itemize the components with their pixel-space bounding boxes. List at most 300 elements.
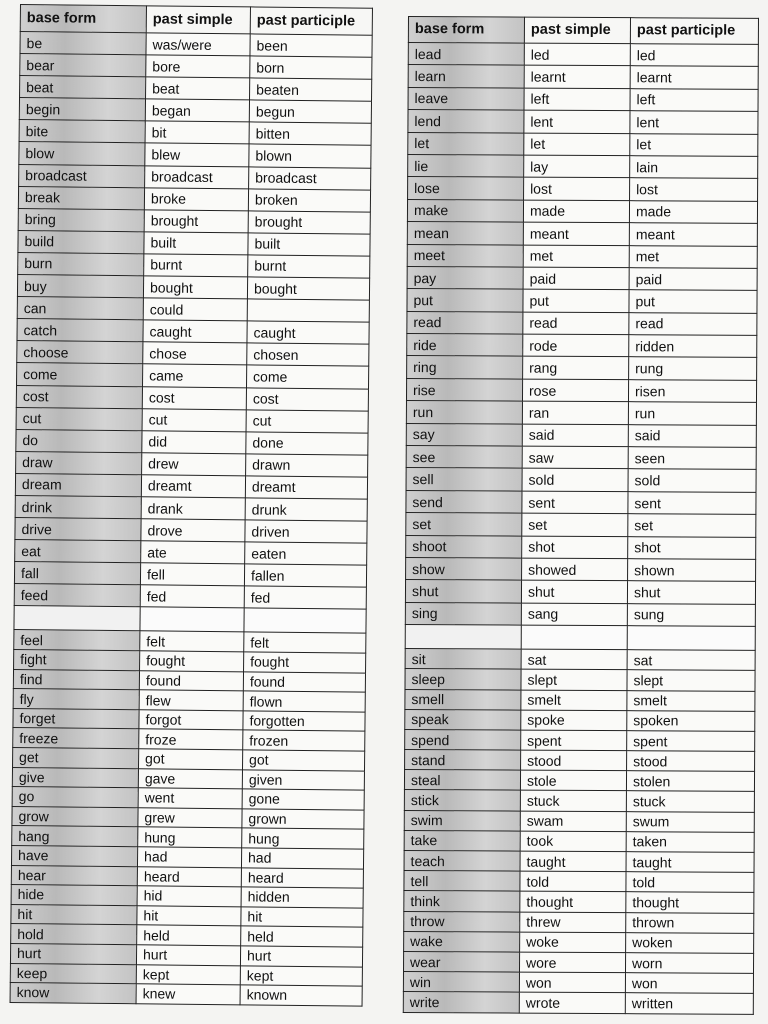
empty-cell — [14, 606, 140, 631]
base-form-cell: rise — [406, 378, 522, 401]
base-form-cell: freeze — [13, 728, 139, 749]
base-form-cell: say — [406, 423, 522, 446]
past-simple-cell: spoke — [521, 710, 627, 731]
base-form-cell: sing — [405, 602, 521, 625]
past-simple-cell: sent — [522, 491, 628, 514]
base-form-cell: get — [13, 747, 139, 768]
past-participle-cell: chosen — [247, 343, 369, 366]
verb-row — [406, 535, 756, 559]
empty-cell — [521, 625, 627, 650]
past-simple-cell: met — [523, 245, 629, 268]
verb-row — [405, 649, 755, 671]
past-participle-cell: sent — [628, 491, 756, 514]
verb-row — [408, 132, 758, 156]
past-simple-cell: found — [139, 670, 243, 691]
past-participle-cell: forgotten — [243, 711, 365, 732]
past-simple-cell: froze — [139, 729, 243, 750]
verb-row — [407, 244, 757, 268]
past-simple-cell: woke — [520, 932, 626, 953]
base-form-cell: have — [11, 845, 137, 866]
past-simple-cell: got — [139, 749, 243, 770]
past-simple-cell: sat — [521, 649, 627, 670]
past-simple-cell: broke — [144, 187, 248, 210]
base-form-cell: meet — [407, 244, 523, 267]
base-form-cell: eat — [15, 540, 141, 563]
past-participle-cell: hurt — [240, 946, 362, 967]
past-simple-cell: showed — [522, 558, 628, 581]
past-participle-cell: led — [630, 44, 758, 67]
past-participle-cell: ridden — [629, 335, 757, 358]
base-form-cell: send — [406, 490, 522, 513]
past-participle-cell: read — [629, 312, 757, 335]
past-simple-cell: lost — [524, 177, 630, 200]
base-form-cell: hear — [11, 865, 137, 886]
past-participle-cell: found — [243, 672, 365, 693]
separator-row — [405, 625, 755, 651]
base-form-cell: lend — [408, 110, 524, 133]
past-simple-cell: gave — [138, 768, 242, 789]
verb-table-left — [10, 4, 373, 1006]
past-simple-cell: rang — [523, 357, 629, 380]
base-form-cell: write — [403, 992, 519, 1013]
past-participle-cell: written — [625, 993, 753, 1014]
past-simple-cell: spent — [521, 730, 627, 751]
past-simple-cell: set — [522, 513, 628, 536]
base-form-cell: wear — [403, 951, 519, 972]
base-form-cell: read — [407, 311, 523, 334]
verb-row — [10, 983, 362, 1006]
past-participle-cell: taught — [626, 852, 754, 873]
past-simple-cell: had — [137, 847, 241, 868]
past-participle-cell: meant — [629, 223, 757, 246]
past-simple-cell: built — [144, 232, 248, 255]
past-simple-cell: bit — [145, 121, 249, 144]
base-form-cell: bring — [18, 208, 144, 231]
verb-row — [406, 468, 756, 492]
past-simple-cell: read — [523, 312, 629, 335]
past-simple-cell: knew — [136, 984, 240, 1005]
empty-cell — [244, 608, 366, 633]
past-participle-cell: broadcast — [249, 166, 371, 189]
past-participle-cell: bought — [247, 277, 369, 300]
past-simple-cell: hit — [137, 906, 241, 927]
base-form-cell: be — [20, 32, 146, 55]
past-participle-cell: made — [629, 200, 757, 223]
verb-row — [405, 602, 755, 626]
base-form-cell: drink — [15, 495, 141, 518]
past-simple-cell: meant — [523, 222, 629, 245]
past-participle-cell: flown — [243, 691, 365, 712]
base-form-cell: do — [16, 429, 142, 452]
verb-row — [408, 87, 758, 111]
base-form-cell: spend — [405, 729, 521, 750]
past-simple-cell: blew — [145, 143, 249, 166]
past-participle-cell: worn — [625, 953, 753, 974]
verb-row — [406, 401, 756, 425]
past-participle-cell: set — [628, 514, 756, 537]
past-participle-cell: thought — [626, 892, 754, 913]
past-participle-cell: learnt — [630, 66, 758, 89]
verb-row — [403, 972, 753, 994]
past-participle-cell: heard — [241, 867, 363, 888]
base-form-cell: can — [17, 297, 143, 320]
header-base-form: base form — [20, 5, 146, 33]
verb-row — [406, 490, 756, 514]
base-form-cell: hide — [11, 885, 137, 906]
base-form-cell: come — [17, 363, 143, 386]
past-participle-cell: left — [630, 88, 758, 111]
verb-row — [407, 222, 757, 246]
past-simple-cell: fought — [140, 651, 244, 672]
past-simple-cell: bore — [146, 55, 250, 78]
verb-row — [405, 729, 755, 751]
verb-row — [404, 871, 754, 893]
base-form-cell: feed — [14, 584, 140, 607]
verb-row — [406, 513, 756, 537]
verb-row — [407, 289, 757, 313]
past-simple-cell: went — [138, 788, 242, 809]
base-form-cell: cost — [16, 385, 142, 408]
past-simple-cell: fed — [140, 585, 244, 608]
past-participle-cell: swum — [626, 811, 754, 832]
past-simple-cell: made — [523, 200, 629, 223]
past-participle-cell: brought — [248, 211, 370, 234]
past-participle-cell: fed — [244, 586, 366, 609]
past-simple-cell: flew — [139, 690, 243, 711]
past-simple-cell: stole — [520, 770, 626, 791]
base-form-cell: hurt — [10, 943, 136, 964]
base-form-cell: leave — [408, 87, 524, 110]
past-simple-cell: felt — [140, 631, 244, 652]
verb-row — [404, 830, 754, 852]
past-simple-cell: drove — [141, 519, 245, 542]
past-participle-cell: stuck — [626, 791, 754, 812]
past-participle-cell: done — [246, 432, 368, 455]
base-form-cell: catch — [17, 319, 143, 342]
base-form-cell: lead — [408, 43, 524, 66]
header-past-participle: past participle — [250, 7, 372, 35]
base-form-cell: cut — [16, 407, 142, 430]
base-form-cell: make — [407, 199, 523, 222]
past-participle-cell: thrown — [626, 912, 754, 933]
past-simple-cell: saw — [522, 446, 628, 469]
past-participle-cell: sung — [627, 603, 755, 626]
past-simple-cell: slept — [521, 669, 627, 690]
past-simple-cell: brought — [144, 210, 248, 233]
past-simple-cell: hung — [138, 827, 242, 848]
past-participle-cell: hit — [241, 907, 363, 928]
past-participle-cell: stolen — [626, 771, 754, 792]
past-participle-cell: cut — [246, 409, 368, 432]
verb-row — [408, 177, 758, 201]
past-participle-cell: shot — [628, 536, 756, 559]
past-simple-cell: hurt — [136, 945, 240, 966]
past-simple-cell: came — [143, 364, 247, 387]
base-form-cell: dream — [15, 473, 141, 496]
past-participle-cell: slept — [627, 670, 755, 691]
past-participle-cell: lent — [630, 111, 758, 134]
table-header-row — [408, 17, 758, 45]
base-form-cell: find — [13, 669, 139, 690]
past-simple-cell: hid — [137, 886, 241, 907]
verb-row — [403, 951, 753, 973]
past-simple-cell: learnt — [524, 65, 630, 88]
past-participle-cell: won — [625, 973, 753, 994]
verb-table-right — [403, 16, 759, 1014]
verb-row — [408, 110, 758, 134]
past-simple-cell: fell — [140, 563, 244, 586]
base-form-cell: lose — [408, 177, 524, 200]
base-form-cell: grow — [12, 806, 138, 827]
past-participle-cell: shut — [627, 581, 755, 604]
base-form-cell: break — [18, 186, 144, 209]
verb-row — [408, 65, 758, 89]
past-simple-cell: shot — [522, 536, 628, 559]
past-participle-cell: beaten — [250, 78, 372, 101]
verb-row — [406, 557, 756, 581]
past-participle-cell: broken — [248, 189, 370, 212]
past-simple-cell: stood — [521, 750, 627, 771]
past-simple-cell: ran — [522, 401, 628, 424]
past-simple-cell: bought — [143, 276, 247, 299]
past-simple-cell: left — [524, 88, 630, 111]
verb-row — [406, 446, 756, 470]
base-form-cell: win — [403, 972, 519, 993]
empty-cell — [627, 626, 755, 651]
past-simple-cell: put — [523, 289, 629, 312]
past-simple-cell: broadcast — [145, 165, 249, 188]
base-form-cell: sleep — [405, 669, 521, 690]
verb-row — [405, 669, 755, 691]
past-simple-cell: beat — [146, 77, 250, 100]
empty-cell — [405, 625, 521, 650]
base-form-cell: hang — [12, 826, 138, 847]
base-form-cell: see — [406, 446, 522, 469]
past-participle-cell: kept — [240, 965, 362, 986]
past-simple-cell: paid — [523, 267, 629, 290]
past-simple-cell: caught — [143, 320, 247, 343]
base-form-cell: steal — [404, 770, 520, 791]
base-form-cell: broadcast — [19, 164, 145, 187]
past-participle-cell: known — [240, 985, 362, 1006]
past-participle-cell: blown — [249, 144, 371, 167]
base-form-cell: stick — [404, 790, 520, 811]
past-participle-cell: said — [628, 424, 756, 447]
base-form-cell: sit — [405, 649, 521, 670]
verb-row — [407, 266, 757, 290]
base-form-cell: burn — [18, 252, 144, 275]
verb-row — [405, 580, 755, 604]
verb-row — [408, 154, 758, 178]
past-simple-cell: could — [143, 298, 247, 321]
past-participle-cell: spoken — [627, 710, 755, 731]
past-participle-cell: bitten — [249, 122, 371, 145]
past-participle-cell: gone — [242, 789, 364, 810]
base-form-cell: keep — [10, 963, 136, 984]
verb-row — [407, 311, 757, 335]
past-simple-cell: told — [520, 871, 626, 892]
past-participle-cell: frozen — [243, 730, 365, 751]
verb-row — [407, 199, 757, 223]
past-participle-cell: shown — [628, 559, 756, 582]
past-simple-cell: shut — [521, 580, 627, 603]
base-form-cell: speak — [405, 709, 521, 730]
base-form-cell: mean — [407, 222, 523, 245]
base-form-cell: forget — [13, 708, 139, 729]
table-header-row — [20, 5, 372, 36]
verb-row — [404, 851, 754, 873]
base-form-cell: teach — [404, 851, 520, 872]
past-participle-cell: told — [626, 872, 754, 893]
past-participle-cell: seen — [628, 447, 756, 470]
past-simple-cell: ate — [141, 541, 245, 564]
empty-cell — [140, 607, 244, 632]
past-participle-cell: built — [248, 233, 370, 256]
base-form-cell: set — [406, 513, 522, 536]
past-participle-cell: paid — [629, 268, 757, 291]
past-simple-cell: drank — [141, 497, 245, 520]
past-simple-cell: cut — [142, 408, 246, 431]
past-participle-cell: had — [241, 848, 363, 869]
past-simple-cell: let — [524, 133, 630, 156]
verb-row — [407, 356, 757, 380]
base-form-cell: choose — [17, 341, 143, 364]
past-participle-cell: grown — [242, 809, 364, 830]
base-form-cell: ring — [407, 356, 523, 379]
past-simple-cell: took — [520, 831, 626, 852]
past-participle-cell: woken — [626, 932, 754, 953]
past-participle-cell: caught — [247, 321, 369, 344]
header-past-simple: past simple — [146, 6, 250, 34]
verb-row — [404, 790, 754, 812]
base-form-cell: know — [10, 983, 136, 1004]
base-form-cell: wake — [404, 931, 520, 952]
base-form-cell: stand — [405, 750, 521, 771]
past-simple-cell: stuck — [520, 791, 626, 812]
verb-row — [407, 334, 757, 358]
base-form-cell: begin — [19, 98, 145, 121]
past-participle-cell: got — [242, 750, 364, 771]
past-simple-cell: sold — [522, 469, 628, 492]
past-participle-cell: taken — [626, 831, 754, 852]
base-form-cell: smell — [405, 689, 521, 710]
past-participle-cell: been — [250, 34, 372, 57]
past-participle-cell: drunk — [245, 498, 367, 521]
base-form-cell: blow — [19, 142, 145, 165]
past-simple-cell: smelt — [521, 690, 627, 711]
past-participle-cell: burnt — [248, 255, 370, 278]
base-form-cell: go — [12, 787, 138, 808]
past-simple-cell: swam — [520, 811, 626, 832]
base-form-cell: buy — [17, 275, 143, 298]
base-form-cell: bear — [20, 54, 146, 77]
past-participle-cell: smelt — [627, 690, 755, 711]
past-simple-cell: chose — [143, 342, 247, 365]
past-participle-cell: hidden — [241, 887, 363, 908]
past-participle-cell: held — [241, 926, 363, 947]
base-form-cell: sell — [406, 468, 522, 491]
base-form-cell: drive — [15, 518, 141, 541]
past-participle-cell: spent — [627, 731, 755, 752]
verb-row — [404, 770, 754, 792]
base-form-cell: swim — [404, 810, 520, 831]
base-form-cell: fight — [14, 650, 140, 671]
base-form-cell: shoot — [406, 535, 522, 558]
base-form-cell: fall — [14, 562, 140, 585]
past-participle-cell: come — [246, 365, 368, 388]
past-participle-cell: lain — [630, 156, 758, 179]
verb-row — [404, 911, 754, 933]
past-simple-cell: lay — [524, 155, 630, 178]
base-form-cell: pay — [407, 266, 523, 289]
past-simple-cell: drew — [142, 453, 246, 476]
past-simple-cell: dreamt — [141, 475, 245, 498]
past-participle-cell: dreamt — [245, 476, 367, 499]
past-participle-cell: stood — [627, 751, 755, 772]
past-participle-cell: hung — [242, 828, 364, 849]
past-simple-cell: wore — [519, 952, 625, 973]
past-simple-cell: threw — [520, 912, 626, 933]
past-participle-cell: lost — [630, 178, 758, 201]
past-participle-cell: cost — [246, 387, 368, 410]
past-simple-cell: sang — [521, 603, 627, 626]
header-base-form: base form — [408, 17, 524, 44]
past-simple-cell: thought — [520, 892, 626, 913]
header-past-simple: past simple — [524, 17, 630, 44]
base-form-cell: shut — [405, 580, 521, 603]
past-participle-cell: let — [630, 133, 758, 156]
base-form-cell: put — [407, 289, 523, 312]
past-participle-cell: drawn — [246, 454, 368, 477]
base-form-cell: hit — [11, 904, 137, 925]
past-simple-cell: led — [524, 43, 630, 66]
base-form-cell: throw — [404, 911, 520, 932]
header-past-participle: past participle — [630, 18, 758, 45]
past-simple-cell: taught — [520, 851, 626, 872]
past-simple-cell: forgot — [139, 710, 243, 731]
past-participle-cell: met — [629, 245, 757, 268]
past-participle-cell: sat — [627, 650, 755, 671]
past-simple-cell: cost — [142, 386, 246, 409]
past-simple-cell: grew — [138, 808, 242, 829]
past-participle-cell: eaten — [245, 542, 367, 565]
base-form-cell: give — [12, 767, 138, 788]
past-simple-cell: burnt — [144, 254, 248, 277]
verb-row — [405, 750, 755, 772]
base-form-cell: show — [406, 557, 522, 580]
verb-row — [405, 709, 755, 731]
verb-row — [405, 689, 755, 711]
base-form-cell: ride — [407, 334, 523, 357]
base-form-cell: build — [18, 230, 144, 253]
past-simple-cell: was/were — [146, 33, 250, 56]
past-participle-cell: born — [250, 56, 372, 79]
past-simple-cell: did — [142, 430, 246, 453]
past-simple-cell: said — [522, 424, 628, 447]
past-participle-cell: sold — [628, 469, 756, 492]
past-simple-cell: held — [137, 925, 241, 946]
separator-row — [14, 606, 366, 634]
past-simple-cell: wrote — [519, 992, 625, 1013]
base-form-cell: take — [404, 830, 520, 851]
past-participle-cell: rung — [629, 357, 757, 380]
past-participle-cell: risen — [628, 380, 756, 403]
past-simple-cell: heard — [137, 866, 241, 887]
verb-row — [406, 378, 756, 402]
past-participle-cell: given — [242, 769, 364, 790]
base-form-cell: draw — [16, 451, 142, 474]
base-form-cell: lie — [408, 154, 524, 177]
